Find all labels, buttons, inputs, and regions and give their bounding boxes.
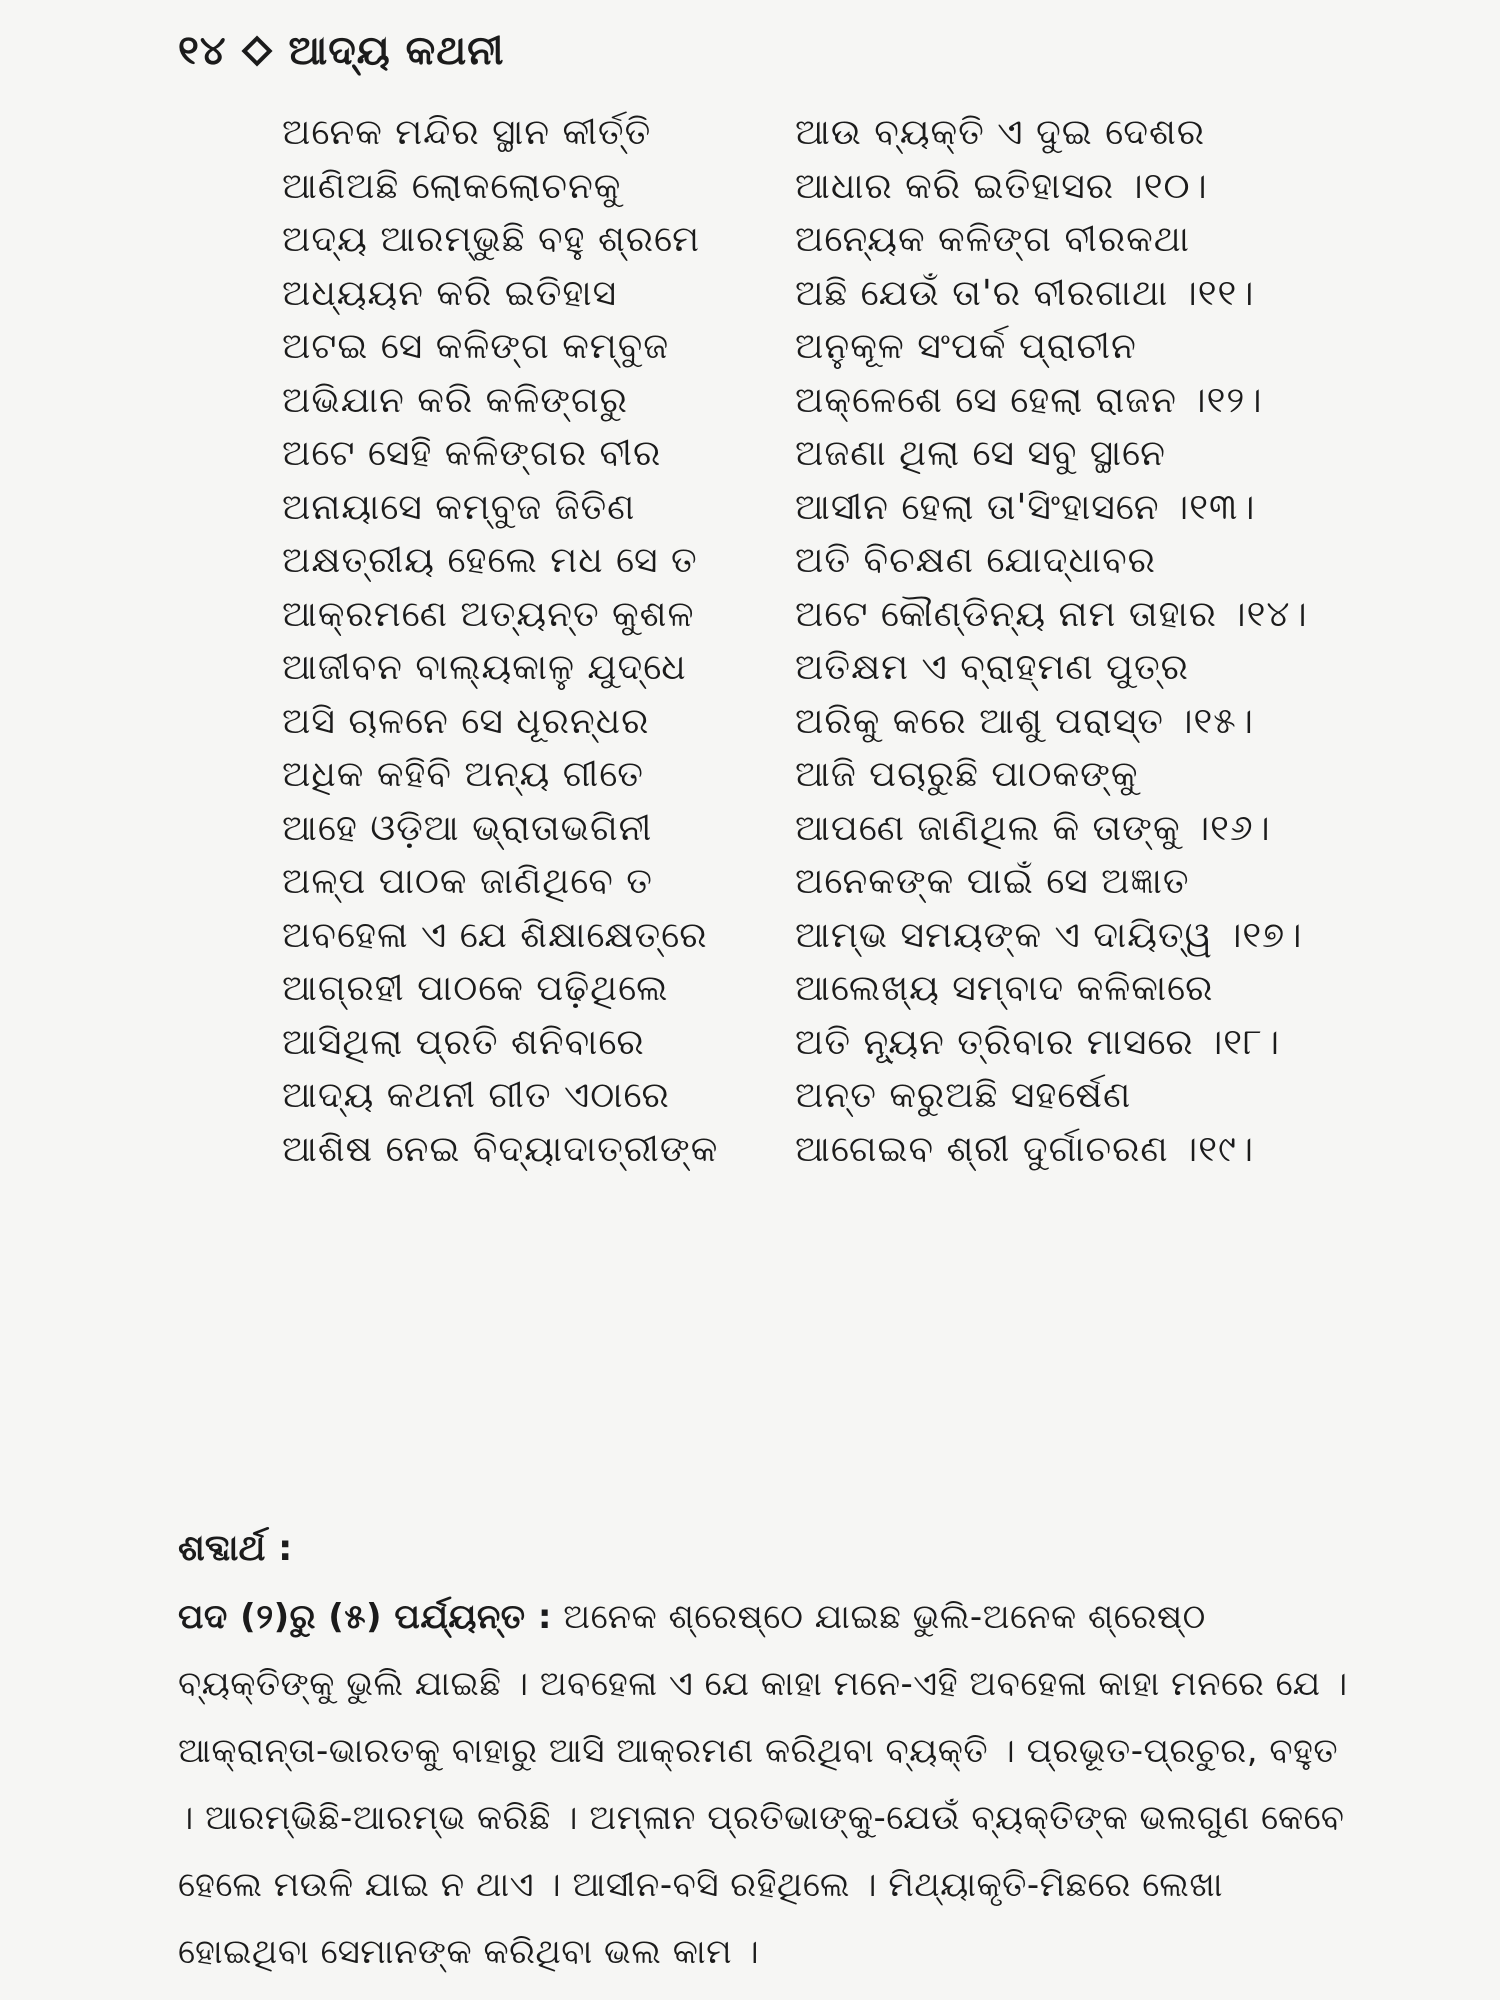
- verse-line-left: ଆଜୀବନ ବାଲ୍ୟକାଳୁ ଯୁଦ୍ଧେ: [282, 647, 687, 688]
- verse-line-right: ଅନ୍ୟେକ କଳିଙ୍ଗ ବୀରକଥା: [795, 219, 1190, 260]
- verse-line-left: ଅନାୟାସେ କମ୍ବୁଜ ଜିତିଣ: [282, 486, 636, 528]
- verse-line-left: ଆହେ ଓଡ଼ିଆ ଭ୍ରାତାଭଗିନୀ: [282, 807, 653, 849]
- glossary-title: ଶବ୍ଦାର୍ଥ :: [178, 1528, 293, 1569]
- verse-line-right: ଆଉ ବ୍ୟକ୍ତି ଏ ଦୁଇ ଦେଶର: [795, 112, 1206, 153]
- verse-line-right: ଆଗେଇବ ଶ୍ରୀ ଦୁର୍ଗାଚରଣ ।୧୯।: [795, 1128, 1255, 1170]
- verse-line-left: ଅଧିକ କହିବି ଅନ୍ୟ ଗୀତେ: [282, 754, 644, 795]
- verse-line-right: ଅଛି ଯେଉଁ ତା'ର ବୀରଗାଥା ।୧୧।: [795, 272, 1255, 314]
- verse-line-left: ଅସି ଚାଳନେ ସେ ଧୂରନ୍ଧର: [282, 700, 650, 742]
- verse-line-left: ଅଦ୍ୟ ଆରମ୍ଭୁଛି ବହୁ ଶ୍ରମେ: [282, 219, 700, 260]
- verse-line-right: ଆଧାର କରି ଇତିହାସର ।୧୦।: [795, 165, 1208, 207]
- verse-line-left: ଅବହେଳା ଏ ଯେ ଶିକ୍ଷାକ୍ଷେତ୍ରେ: [282, 914, 708, 956]
- diamond-icon: [242, 35, 273, 66]
- verse-line-right: ଅନ୍ତ କରୁଅଛି ସହର୍ଷେଣ: [795, 1075, 1132, 1116]
- verse-line-left: ଅକ୍ଷତ୍ରୀୟ ହେଲେ ମଧ ସେ ତ: [282, 540, 698, 581]
- verse-line-right: ଆସୀନ ହେଲା ତା'ସିଂହାସନେ ।୧୩।: [795, 486, 1256, 528]
- verse-line-left: ଅଳ୍ପ ପାଠକ ଜାଣିଥିବେ ତ: [282, 861, 653, 902]
- verse-line-left: ଆଣିଅଛି ଲୋକଲୋଚନକୁ: [282, 165, 622, 207]
- verse-line-left: ଅଟେ ସେହି କଳିଙ୍ଗର ବୀର: [282, 433, 662, 474]
- verse-line-left: ଅଭିଯାନ କରି କଳିଙ୍ଗରୁ: [282, 379, 628, 421]
- verse-line-right: ଅତି ବିଚକ୍ଷଣ ଯୋଦ୍ଧାବର: [795, 540, 1156, 581]
- glossary-body: ଅନେକ ଶ୍ରେଷ୍ଠେ ଯାଇଛ ଭୁଲି-ଅନେକ ଶ୍ରେଷ୍ଠ ବ୍ୟକ୍ତିଙ୍କୁ ଭୁଲି ଯାଇଛି । ଅବହେଳା ଏ ଯେ କାହା ମନେ-ଏହି ଅବହେଳା କାହା ମନରେ ଯେ । ଆକ୍ରାନ୍ତା-ଭାରତକୁ ବାହାରୁ ଆସି ଆକ୍ରମଣ କରିଥିବା ବ୍ୟକ୍ତି । ପ୍ରଭୂତ-ପ୍ରଚୁର, ବହୁତ । ଆରମ୍ଭିଛି-ଆରମ୍ଭ କରିଛି । ଅମ୍ଳାନ ପ୍ରତିଭାଙ୍କୁ-ଯେଉଁ ବ୍ୟକ୍ତିଙ୍କ ଭଲଗୁଣ କେବେ ହେଲେ ମଉଳି ଯାଇ ନ ଥାଏ । ଆସୀନ-ବସି ରହିଥିଲେ । ମିଥ୍ୟାକୃତି-ମିଛରେ ଲେଖା ହୋଇଥିବା ସେମାନଙ୍କ କରିଥିବା ଭଲ କାମ ।: [178, 1597, 1348, 1972]
- verse-line-right: ଅତି ନ୍ୟୂନ ତ୍ରିବାର ମାସରେ ।୧୮।: [795, 1021, 1281, 1063]
- verse-line-right: ଅନେକଙ୍କ ପାଇଁ ସେ ଅଜ୍ଞାତ: [795, 861, 1190, 902]
- verse-line-left: ଆଦ୍ୟ କଥନୀ ଗୀତ ଏଠାରେ: [282, 1075, 670, 1116]
- glossary-text: [178, 1584, 1358, 1986]
- verse-line-left: ଅଟଇ ସେ କଳିଙ୍ଗ କମ୍ବୁଜ: [282, 326, 670, 367]
- verse-line-right: ଅତିକ୍ଷମ ଏ ବ୍ରାହ୍ମଣ ପୁତ୍ର: [795, 647, 1189, 688]
- verse-line-right: ଆପଣେ ଜାଣିଥିଲ କି ତାଙ୍କୁ ।୧୬।: [795, 807, 1271, 849]
- verse-line-right: ଆମ୍ଭ ସମୟଙ୍କ ଏ ଦାୟିତ୍ୱ ।୧୭।: [795, 914, 1303, 956]
- verse-line-left: ଆଗ୍ରହୀ ପାଠକେ ପଢ଼ିଥିଲେ: [282, 968, 669, 1009]
- verse-line-right: ଅଜଣା ଥିଲା ସେ ସବୁ ସ୍ଥାନେ: [795, 433, 1166, 474]
- verse-line-right: ଅନୁକୂଳ ସଂପର୍କ ପ୍ରାଚୀନ: [795, 326, 1137, 367]
- page-header: [178, 28, 504, 74]
- verse-line-right: ଆଜି ପଚାରୁଛି ପାଠକଙ୍କୁ: [795, 754, 1139, 795]
- verse-line-left: ଆସିଥିଲା ପ୍ରତି ଶନିବାରେ: [282, 1021, 645, 1063]
- running-title: ଆଦ୍ୟ କଥନୀ: [288, 28, 505, 74]
- verse-line-right: ଅଟେ କୌଣ୍ଡିନ୍ୟ ନାମ ତାହାର ।୧୪।: [795, 593, 1308, 635]
- verse-line-left: ଅନେକ ମନ୍ଦିର ସ୍ଥାନ କୀର୍ତ୍ତି: [282, 112, 652, 153]
- verse-line-right: ଅରିକୁ କରେ ଆଶୁ ପରାସ୍ତ ।୧୫।: [795, 700, 1254, 742]
- verse-line-right: ଆଲେଖ୍ୟ ସମ୍ବାଦ କଳିକାରେ: [795, 968, 1214, 1009]
- glossary-lead: ପଦ (୨)ରୁ (୫) ପର୍ଯ୍ୟନ୍ତ :: [178, 1597, 552, 1637]
- verse-line-left: ଆକ୍ରମଣେ ଅତ୍ୟନ୍ତ କୁଶଳ: [282, 593, 695, 635]
- verse-line-left: ଅଧ୍ୟୟନ କରି ଇତିହାସ: [282, 272, 618, 314]
- verse-line-right: ଅକ୍ଳେଶେ ସେ ହେଲା ରାଜନ ।୧୨।: [795, 379, 1263, 421]
- page-number: ୧୪: [178, 28, 227, 74]
- verse-line-left: ଆଶିଷ ନେଇ ବିଦ୍ୟାଦାତ୍ରୀଙ୍କ: [282, 1128, 719, 1170]
